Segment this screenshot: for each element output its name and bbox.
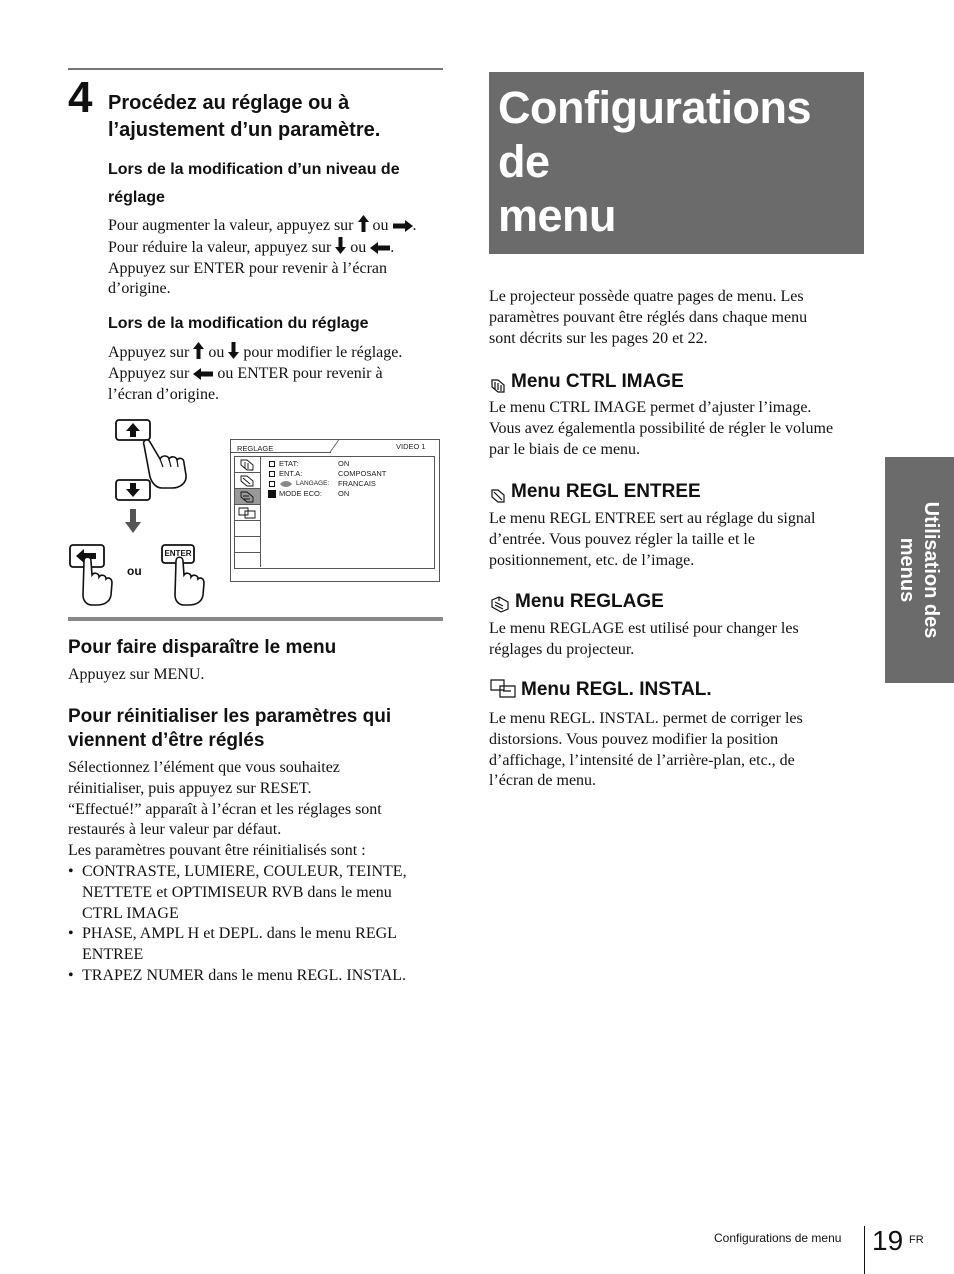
origin-line: d’origine. xyxy=(108,280,171,298)
arrow-left-icon xyxy=(370,242,390,254)
reset-heading-line-1: Pour réinitialiser les paramètres qui xyxy=(68,706,392,727)
subheading-level xyxy=(108,156,443,212)
arrow-right-icon xyxy=(393,220,413,232)
menu-reglage-text: Le menu REGLAGE est utilisé pour changer les réglages du projecteur. xyxy=(489,620,799,658)
reset-line: Sélectionnez l’élément que vous souhaitez xyxy=(68,759,340,776)
language-icon xyxy=(279,480,293,488)
left-button-hand-icon xyxy=(68,541,114,607)
enter-label: ENTER xyxy=(164,549,192,558)
screen-cursor xyxy=(268,490,276,498)
reset-line: “Effectué!” apparaît à l’écran et les réglages sont xyxy=(68,800,382,818)
reset-line: restaurés à leur valeur par défaut. xyxy=(68,821,282,839)
screen-title: REGLAGE xyxy=(237,444,274,453)
reglage-icon xyxy=(489,594,511,614)
step-heading-line-1: Procédez au réglage ou à xyxy=(108,92,350,114)
menu-ctrl-image-heading: Menu CTRL IMAGE xyxy=(489,370,684,394)
screen-icon-cell-selected xyxy=(235,489,260,505)
level-instructions xyxy=(108,215,448,300)
subheading-setting: Lors de la modification du réglage xyxy=(108,315,369,332)
page-number: 19 xyxy=(872,1225,904,1256)
side-tab-label: Utilisation des menus xyxy=(896,501,943,639)
section-rule xyxy=(68,617,443,621)
title-banner xyxy=(489,72,864,254)
return-line: Appuyez sur ou ENTER pour revenir à xyxy=(108,364,383,382)
step-heading-line-2: l’ajustement d’un paramètre. xyxy=(108,119,381,141)
ctrl-image-icon xyxy=(235,457,259,472)
screen-input: VIDEO 1 xyxy=(396,442,426,451)
arrow-up-icon xyxy=(193,342,204,359)
menu-ctrl-image-text: Le menu CTRL IMAGE permet d’ajuster l’image. Vous avez égalementla possibilité de régler le volume par le biais de ce menu. xyxy=(489,399,834,458)
reset-bullet-list xyxy=(68,862,446,987)
reset-line: Les paramètres pouvant être réinitialisés sont : xyxy=(68,842,366,860)
top-rule xyxy=(68,68,443,70)
arrow-down-icon xyxy=(228,342,239,359)
reset-heading xyxy=(68,705,443,753)
origin-screen-line: l’écran d’origine. xyxy=(108,385,220,403)
screen-row: LANGAGE: FRANCAIS xyxy=(269,479,429,489)
regl-entree-icon xyxy=(489,486,507,504)
footer-label: Configurations de menu xyxy=(714,1231,842,1245)
intro-paragraph: Le projecteur possède quatre pages de menu. Les paramètres pouvant être réglés dans chaque menu sont décrits sur les pages 20 et 22. xyxy=(489,288,808,347)
modify-line: Appuyez sur ou pour modifier le réglage. xyxy=(108,344,403,361)
menu-regl-instal-heading: Menu REGL. INSTAL. xyxy=(489,678,712,702)
hide-menu-heading: Pour faire disparaître le menu xyxy=(68,637,337,658)
list-item: • PHASE, AMPL H et DEPL. dans le menu REGL ENTREE xyxy=(68,924,446,966)
regl-entree-icon xyxy=(235,473,259,488)
button-illustration xyxy=(68,415,233,610)
screen-row: ETAT: ON xyxy=(269,459,429,469)
ctrl-image-icon xyxy=(489,376,507,394)
screen-rows xyxy=(269,459,429,499)
menu-regl-entree-heading: Menu REGL ENTREE xyxy=(489,480,701,504)
screen-icon-cell xyxy=(235,505,260,521)
screen-icon-cell xyxy=(235,457,260,473)
arrow-left-icon xyxy=(193,368,213,380)
menu-regl-entree-text: Le menu REGL ENTREE sert au réglage du signal d’entrée. Vous pouvez régler la taille et le positionnement, etc. de l’image. xyxy=(489,510,816,569)
ou-label: ou xyxy=(127,564,142,578)
screen-icon-column xyxy=(235,457,261,567)
arrow-up-icon xyxy=(358,215,369,232)
page-title: Configurations de menu xyxy=(498,82,811,241)
screen-checkbox xyxy=(269,461,275,467)
reset-heading-line-2: viennent d’être réglés xyxy=(68,730,265,751)
arrow-down-icon xyxy=(335,237,346,254)
subheading-level-line-1: Lors de la modification d’un niveau de xyxy=(108,161,400,178)
screen-icon-cell xyxy=(235,473,260,489)
screen-icon-cell xyxy=(235,537,260,553)
subheading-level-line-2: réglage xyxy=(108,189,165,206)
menu-screen xyxy=(230,439,440,582)
decrease-line: Pour réduire la valeur, appuyez sur ou . xyxy=(108,238,395,256)
screen-row: MODE ECO: ON xyxy=(269,489,429,499)
regl-instal-icon xyxy=(489,678,517,702)
list-item: • TRAPEZ NUMER dans le menu REGL. INSTAL. xyxy=(68,966,446,987)
screen-checkbox xyxy=(269,481,275,487)
menu-regl-instal-text: Le menu REGL. INSTAL. permet de corriger les distorsions. Vous pouvez modifier la position d’affichage, l’intensité de l’arrière-plan, etc., de l’écran de menu. xyxy=(489,710,803,790)
setting-instructions xyxy=(108,342,448,405)
section-side-tab xyxy=(885,457,954,683)
reset-line: réinitialiser, puis appuyez sur RESET. xyxy=(68,779,312,797)
screen-tab-slant xyxy=(329,440,339,453)
hide-menu-text: Appuyez sur MENU. xyxy=(68,666,205,683)
page-suffix: FR xyxy=(909,1234,924,1246)
step-number: 4 xyxy=(68,73,93,122)
increase-line: Pour augmenter la valeur, appuyez sur ou . xyxy=(108,217,417,234)
step-heading xyxy=(108,90,443,144)
down-button-icon xyxy=(115,479,151,501)
screen-icon-cell xyxy=(235,521,260,537)
menu-reglage-heading: Menu REGLAGE xyxy=(489,590,664,614)
reset-body xyxy=(68,758,446,987)
screen-row: ENT.A: COMPOSANT xyxy=(269,469,429,479)
flow-arrow-icon xyxy=(124,509,142,533)
screen-checkbox xyxy=(269,471,275,477)
reglage-icon xyxy=(235,489,259,504)
list-item: • CONTRASTE, LUMIERE, COULEUR, TEINTE, NETTETE et OPTIMISEUR RVB dans le menu CTRL IMAGE xyxy=(68,862,446,924)
footer-divider xyxy=(864,1226,865,1274)
regl-instal-icon xyxy=(235,505,259,520)
enter-return-line: Appuyez sur ENTER pour revenir à l’écran xyxy=(108,259,387,277)
